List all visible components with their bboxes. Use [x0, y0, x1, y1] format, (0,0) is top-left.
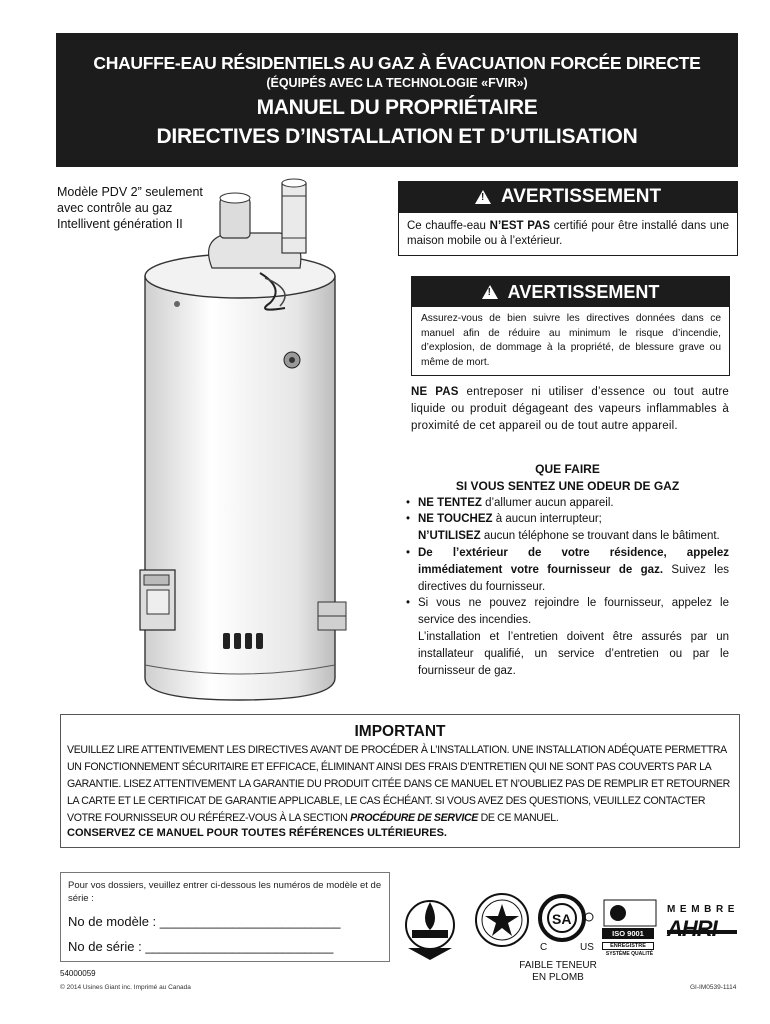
low-lead-label: FAIBLE TENEUR EN PLOMB — [519, 960, 597, 983]
list-item: • NE TOUCHEZ à aucun interrupteur; — [406, 511, 729, 528]
copyright: © 2014 Usines Giant inc. Imprimé au Canada — [60, 984, 191, 991]
list-item-continuation: N’UTILISEZ aucun téléphone se trouvant dans le bâtiment. — [418, 530, 720, 543]
model-note-line: Intellivent génération II — [57, 217, 183, 231]
list-item: • Si vous ne pouvez rejoindre le fournisseur, appelez le service des incendies. — [406, 595, 729, 629]
svg-text:SA: SA — [552, 911, 572, 927]
warning-header — [398, 181, 738, 213]
iso-logo — [604, 900, 656, 926]
csa-us-label: US — [580, 942, 594, 953]
ahri-logo: AHRI — [667, 916, 717, 941]
warning-text: Assurez-vous de bien suivre les directives données dans ce manuel afin de réduire au minimum le risque d’incendie, d’explosion, de dommage à la propriété, de blessure grave ou même de mort. — [421, 313, 721, 368]
flammable-warning: NE PAS entreposer ni utiliser d’essence ou tout autre liquide ou produit dégageant des vapeurs inflammables à proximité de cet appareil ou de tout autre appareil. — [411, 386, 729, 432]
warning-title: AVERTISSEMENT — [500, 186, 662, 207]
warning-icon — [475, 190, 491, 204]
subtitle: (ÉQUIPÉS AVEC LA TECHNOLOGIE «FVIR») — [266, 76, 528, 90]
header-banner — [56, 33, 738, 167]
membre-label: MEMBRE — [667, 904, 740, 915]
gas-odor-heading: SI VOUS SENTEZ UNE ODEUR DE GAZ — [455, 478, 680, 493]
gas-odor-heading: QUE FAIRE — [535, 462, 600, 476]
important-text: VEUILLEZ LIRE ATTENTIVEMENT LES DIRECTIVES AVANT DE PROCÉDER À L’INSTALLATION. UNE INSTALLATION ADÉQUATE PERMETTRA UN FONCTIONNEMENT SÉCURITAIRE ET EFFICACE, ÉLIMINANT AINSI DES FRAIS D’ENTRETIEN QUI NE SONT PAS COUVERTS PAR LA GARANTIE. LISEZ ATTENTIVEMENT LA GARANTIE DU PRODUIT CITÉE DANS CE MANUEL ET N’OUBLIEZ PAS DE REMPLIR ET RETOURNER LA CARTE ET LE CERTIFICAT DE GARANTIE APPLICABLE, LE CAS ÉCHÉANT. SI VOUS AVEZ DES QUESTIONS, VEUILLEZ CONTACTER VOTRE FOURNISSEUR OU RÉFÉREZ-VOUS À LA SECTION PROCÉDURE DE SERVICE DE CE MANUEL. — [67, 744, 730, 824]
warning-emphasis: N’EST PAS — [489, 220, 551, 232]
important-box — [60, 714, 740, 848]
gas-odor-instructions — [406, 461, 729, 679]
document-reference: GI-IM0539-1114 — [690, 984, 737, 991]
important-title: IMPORTANT — [354, 723, 446, 740]
warning-header — [412, 277, 729, 307]
water-heater-illustration — [120, 178, 392, 718]
model-number-field: No de modèle : _________________________ — [68, 914, 341, 929]
directives-title: DIRECTIVES D’INSTALLATION ET D’UTILISATION — [156, 125, 638, 148]
csa-logo — [540, 896, 593, 940]
warning-icon — [482, 285, 498, 299]
document-code: 54000059 — [60, 969, 96, 978]
warning-box-instructions — [411, 276, 730, 376]
warning-text: Ce chauffe-eau N’EST PAS certifié pour être installé dans une maison mobile ou à l’extérieur. — [398, 213, 738, 256]
serial-number-field: No de série : __________________________ — [68, 939, 334, 954]
csa-c-label: C — [540, 942, 548, 953]
warning-box-mobile-home — [398, 181, 738, 256]
registered-label: ENREGISTRÉ — [602, 942, 654, 950]
warning-title: AVERTISSEMENT — [507, 281, 660, 302]
list-item: • De l’extérieur de votre résidence, appelez immédiatement votre fournisseur de gaz. Suivez les directives du fournisseur. — [406, 545, 729, 595]
records-box — [60, 872, 390, 962]
keep-manual-note: CONSERVEZ CE MANUEL POUR TOUTES RÉFÉRENCES ULTÉRIEURES. — [67, 827, 447, 839]
quality-system-label: SYSTÈME QUALITÉ — [605, 951, 654, 957]
service-procedure-ref: PROCÉDURE DE SERVICE — [350, 812, 478, 824]
iso-label: ISO 9001 — [602, 928, 654, 939]
flame-seal-logo — [406, 901, 454, 960]
star-seal-logo — [476, 894, 528, 946]
manual-title: MANUEL DU PROPRIÉTAIRE — [256, 96, 538, 119]
flammable-emphasis: NE PAS — [411, 386, 459, 398]
model-note-line: avec contrôle au gaz — [57, 201, 173, 215]
list-item: • NE TENTEZ d’allumer aucun appareil. — [406, 495, 729, 512]
list-item-continuation: L’installation et l’entretien doivent être assurés par un installateur qualifié, un service d’entretien ou par le fournisseur de gaz. — [418, 630, 729, 677]
records-intro: Pour vos dossiers, veuillez entrer ci-dessous les numéros de modèle et de série : — [68, 880, 382, 904]
main-title: CHAUFFE-EAU RÉSIDENTIELS AU GAZ À ÉVACUATION FORCÉE DIRECTE — [93, 53, 701, 73]
model-note-line: Modèle PDV 2” seulement — [57, 185, 203, 199]
